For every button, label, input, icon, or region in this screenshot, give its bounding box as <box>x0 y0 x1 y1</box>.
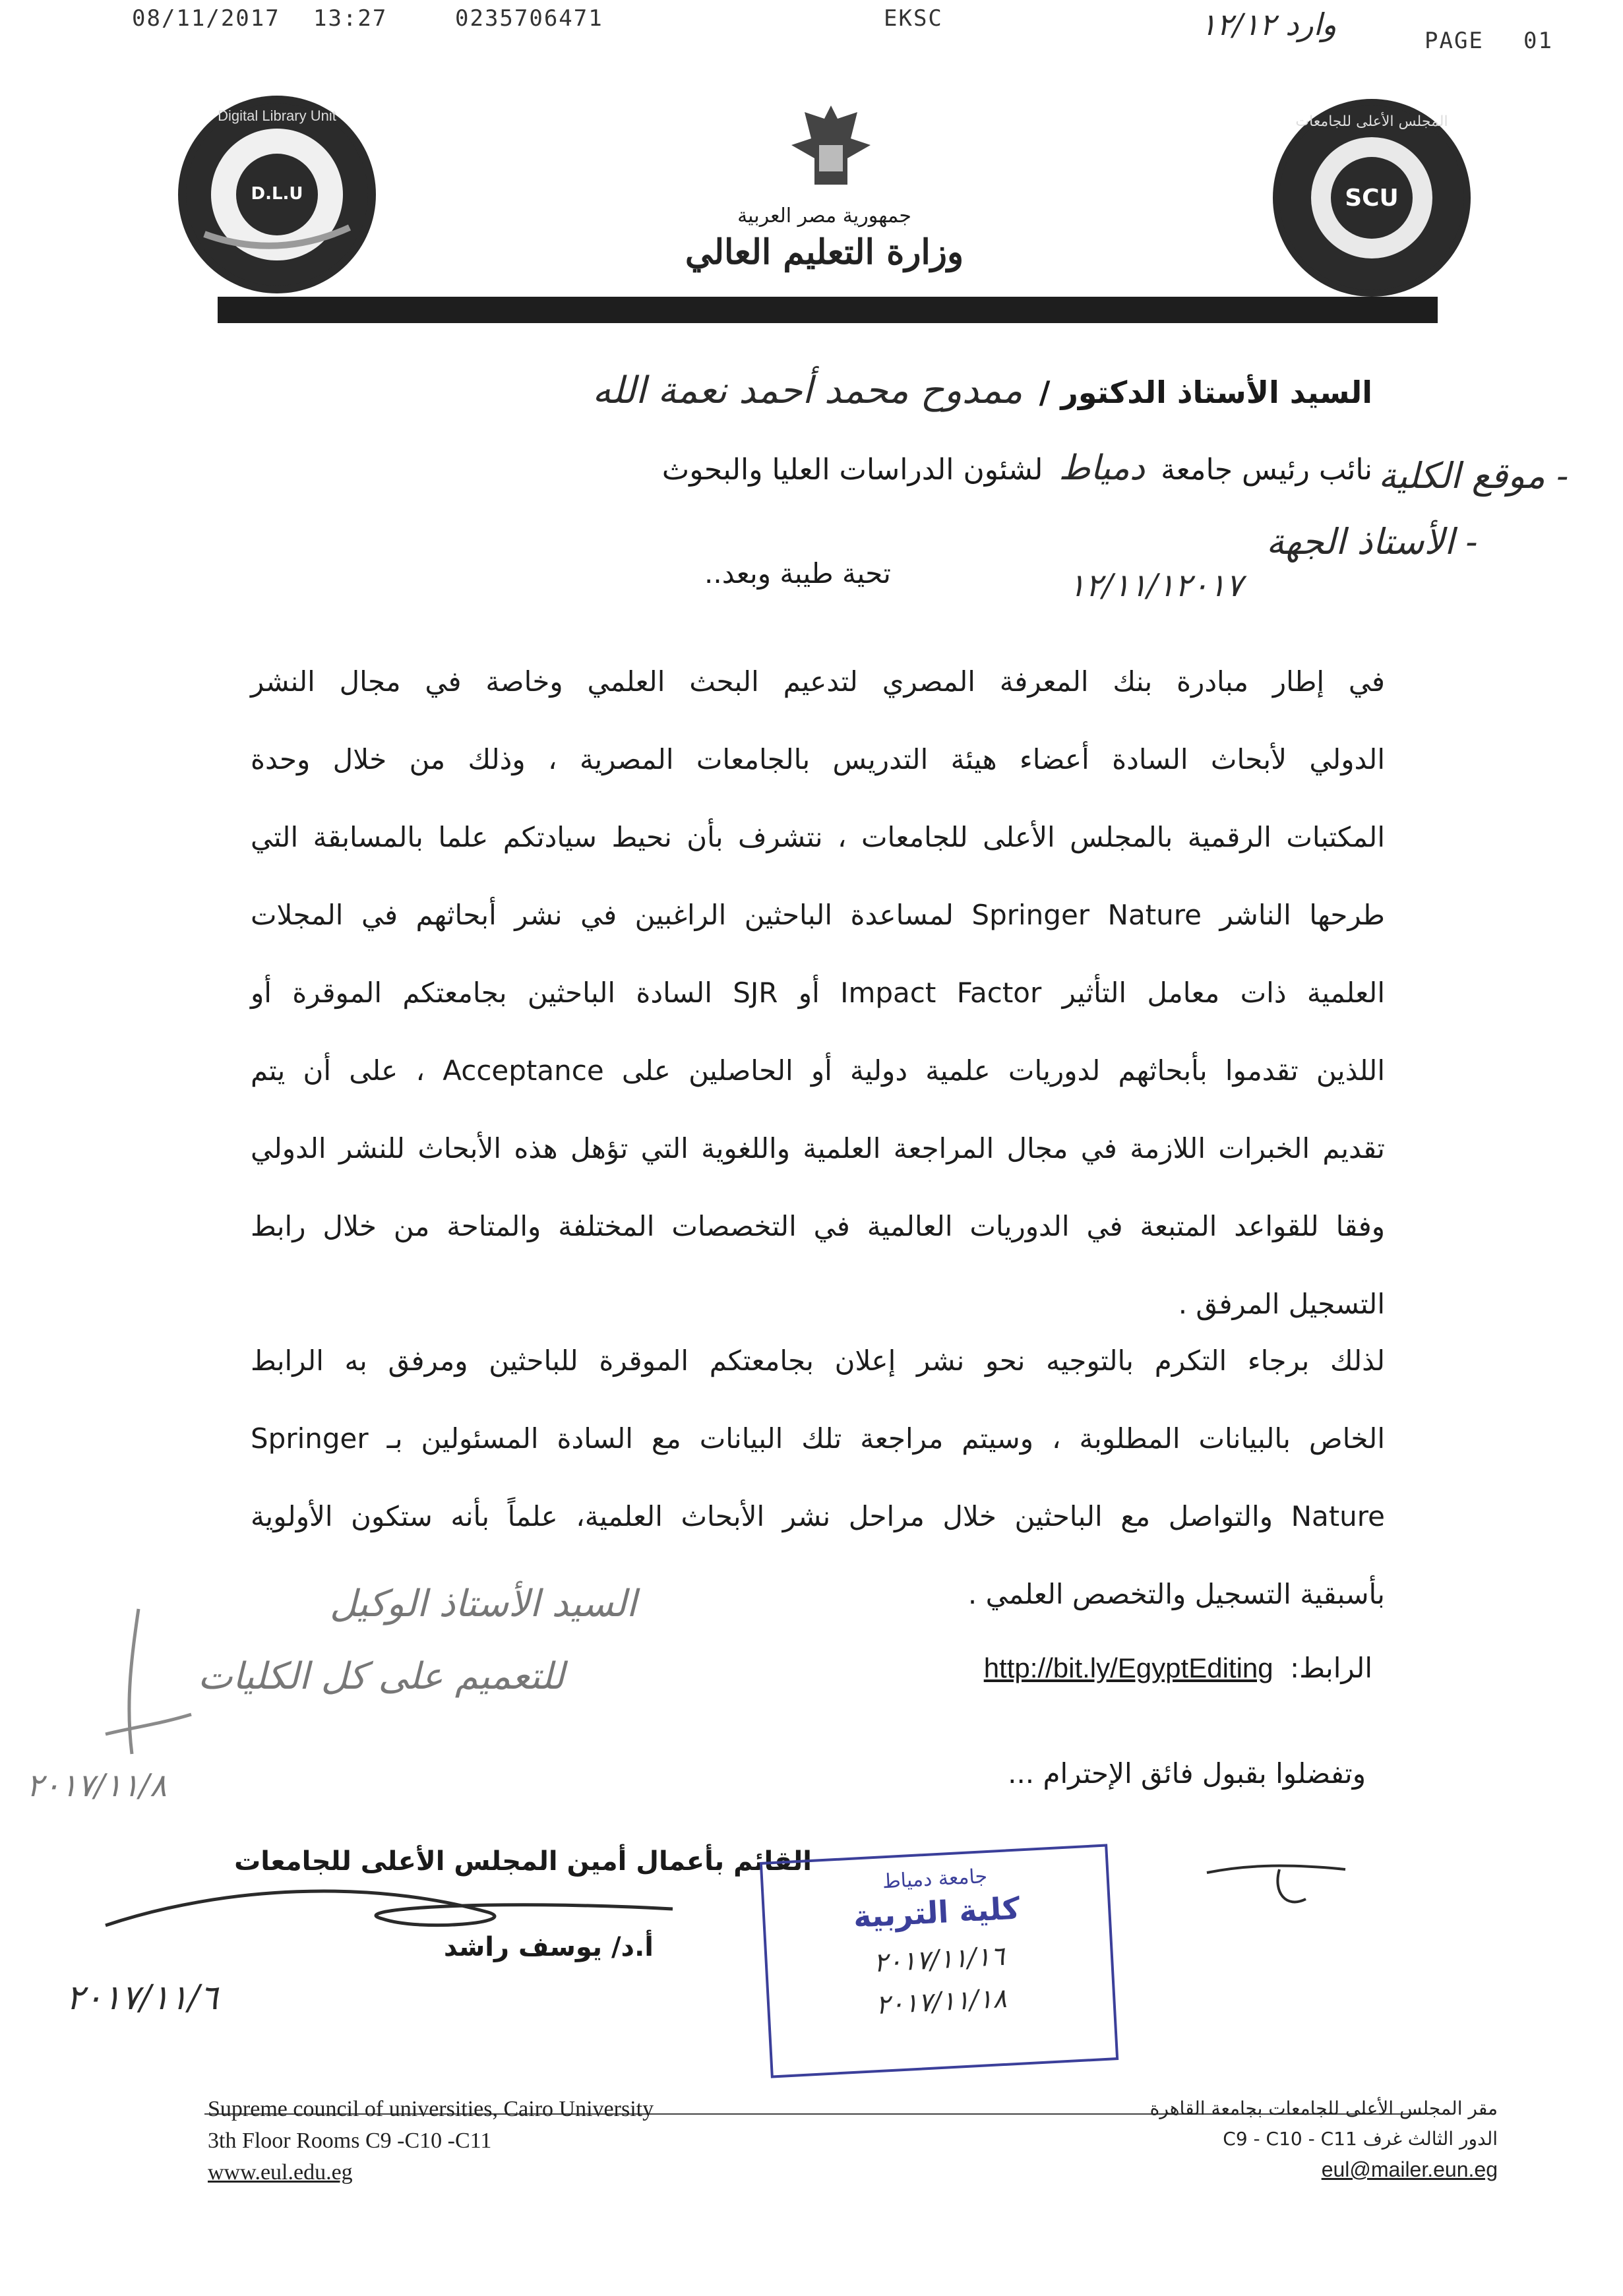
signatory-role: القائم بأعمال أمين المجلس الأعلى للجامعات <box>234 1846 812 1877</box>
handwritten-ref: وارد ١٢/١٢ <box>1200 7 1337 42</box>
link-label: الرابط: <box>1289 1652 1372 1684</box>
paragraph-line: الدولي لأبحاث السادة أعضاء هيئة التدريس بالجامعات المصرية ، وذلك من خلال وحدة <box>251 743 1385 775</box>
fax-page-label: PAGE <box>1424 28 1484 54</box>
greeting: تحية طيبة وبعد.. <box>704 557 891 589</box>
scu-logo-text: المجلس الأعلى للجامعات <box>1295 113 1448 130</box>
egypt-eagle-emblem <box>758 99 903 198</box>
university-name: دمياط <box>1058 448 1146 488</box>
fax-page-number: 01 <box>1523 28 1553 54</box>
scu-logo-center: SCU <box>1345 185 1399 212</box>
handwritten-note-b: للتعميم على كل الكليات <box>198 1655 565 1698</box>
faculty-stamp <box>760 1844 1118 2078</box>
title-suffix: لشئون الدراسات العليا والبحوث <box>661 453 1043 487</box>
footer-english <box>208 2094 654 2189</box>
digital-library-logo <box>178 96 376 293</box>
addressee-name: ممدوح محمد أحمد نعمة الله <box>592 369 1023 412</box>
fax-sender: EKSC <box>884 5 943 32</box>
addressee-title <box>662 448 1372 488</box>
footer-ar-line-2: الدور الثالث غرف C9 - C10 - C11 <box>1223 2128 1498 2150</box>
paragraph-line: المكتبات الرقمية بالمجلس الأعلى للجامعات ، نتشرف بأن نحيط سيادتكم علما بالمسابقة التي <box>251 821 1385 853</box>
handwritten-initial <box>92 1602 198 1774</box>
link-line <box>984 1652 1372 1684</box>
margin-date-note: ١٢/١١/١٢٠١٧ <box>1068 567 1243 604</box>
footer-en-line-1: Supreme council of universities, Cairo University <box>208 2097 654 2121</box>
addressee-line <box>592 369 1372 412</box>
margin-note-2: - الأستاذ الجهة <box>1266 521 1478 562</box>
body-paragraph-1 <box>251 643 1385 1343</box>
handwritten-left-date: ٢٠١٧/١١/٨ <box>26 1767 167 1804</box>
footer-arabic <box>1150 2094 1498 2185</box>
title-prefix: نائب رئيس جامعة <box>1161 453 1372 487</box>
fax-phone: 0235706471 <box>455 5 603 32</box>
stamp-line-1: جامعة دمياط <box>882 1865 988 1894</box>
letterhead-divider <box>218 297 1438 323</box>
paragraph-line: العلمية ذات معامل التأثير Impact Factor أو SJR السادة الباحثين بجامعتكم الموقرة أو <box>251 977 1385 1009</box>
paragraph-line: في إطار مبادرة بنك المعرفة المصري لتدعيم البحث العلمي وخاصة في مجال النشر <box>251 665 1385 698</box>
paragraph-line: اللذين تقدموا بأبحاثهم لدوريات علمية دولية أو الحاصلين على Acceptance ، على أن يتم <box>251 1054 1385 1087</box>
footer-ar-line-1: مقر المجلس الأعلى للجامعات بجامعة القاهرة <box>1149 2098 1498 2119</box>
margin-note-1: - موقع الكلية <box>1378 455 1569 497</box>
signature-scribble-icon <box>92 1602 198 1774</box>
handwritten-note-a: السيد الأستاذ الوكيل <box>330 1583 637 1625</box>
closing-line: وتفضلوا بقبول فائق الإحترام ... <box>1008 1757 1366 1790</box>
fax-time: 13:27 <box>313 5 388 32</box>
paragraph-line: وفقا للقواعد المتبعة في الدوريات العالمية في التخصصات المختلفة والمتاحة من خلال رابط <box>251 1210 1385 1242</box>
paragraph-line: Nature والتواصل مع الباحثين خلال مراحل نشر الأبحاث العلمية، علماً بأنه ستكون الأولوية <box>251 1500 1385 1532</box>
scu-logo <box>1273 99 1471 297</box>
registration-link[interactable]: http://bit.ly/EgyptEditing <box>983 1652 1273 1683</box>
eagle-icon <box>758 99 903 198</box>
salutation: السيد الأستاذ الدكتور / <box>1039 375 1372 410</box>
dlu-logo-center: D.L.U <box>251 184 303 204</box>
paragraph-line: لذلك برجاء التكرم بالتوجيه نحو نشر إعلان بجامعتكم الموقرة للباحثين ومرفق به الرابط <box>251 1344 1385 1377</box>
signature-date: ٢٠١٧/١١/٦ <box>66 1978 218 2018</box>
paragraph-line: تقديم الخبرات اللازمة في مجال المراجعة العلمية واللغوية التي تؤهل هذه الأبحاث للنشر الدولي <box>251 1132 1385 1164</box>
stamp-line-4: ٢٠١٧/١١/١٨ <box>874 1983 1008 2021</box>
letterhead-ministry: وزارة التعليم العالي <box>685 232 964 272</box>
right-initials <box>1200 1853 1352 1925</box>
dlu-logo-text: Digital Library Unit <box>218 107 336 124</box>
footer-website-link[interactable]: www.eul.edu.eg <box>208 2160 353 2185</box>
stamp-line-2: كلية التربية <box>852 1890 1021 1935</box>
initials-scribble-icon <box>1200 1853 1352 1925</box>
footer-en-line-2: 3th Floor Rooms C9 -C10 -C11 <box>208 2129 492 2153</box>
paragraph-line: التسجيل المرفق . <box>1178 1288 1385 1320</box>
paragraph-line: طرحها الناشر Springer Nature لمساعدة الباحثين الراغبين في نشر أبحاثهم في المجلات <box>251 899 1385 931</box>
paragraph-line: بأسبقية التسجيل والتخصص العلمي . <box>967 1578 1385 1610</box>
signatory-name: أ.د/ يوسف راشد <box>443 1932 654 1962</box>
fax-date: 08/11/2017 <box>132 5 280 32</box>
stamp-line-3: ٢٠١٧/١١/١٦ <box>873 1941 1006 1979</box>
paragraph-line: الخاص بالبيانات المطلوبة ، وسيتم مراجعة تلك البيانات مع السادة المسئولين بـ Springer <box>251 1422 1385 1455</box>
footer-email-link[interactable]: eul@mailer.eun.eg <box>1321 2158 1498 2181</box>
letterhead-country: جمهورية مصر العربية <box>737 204 911 227</box>
